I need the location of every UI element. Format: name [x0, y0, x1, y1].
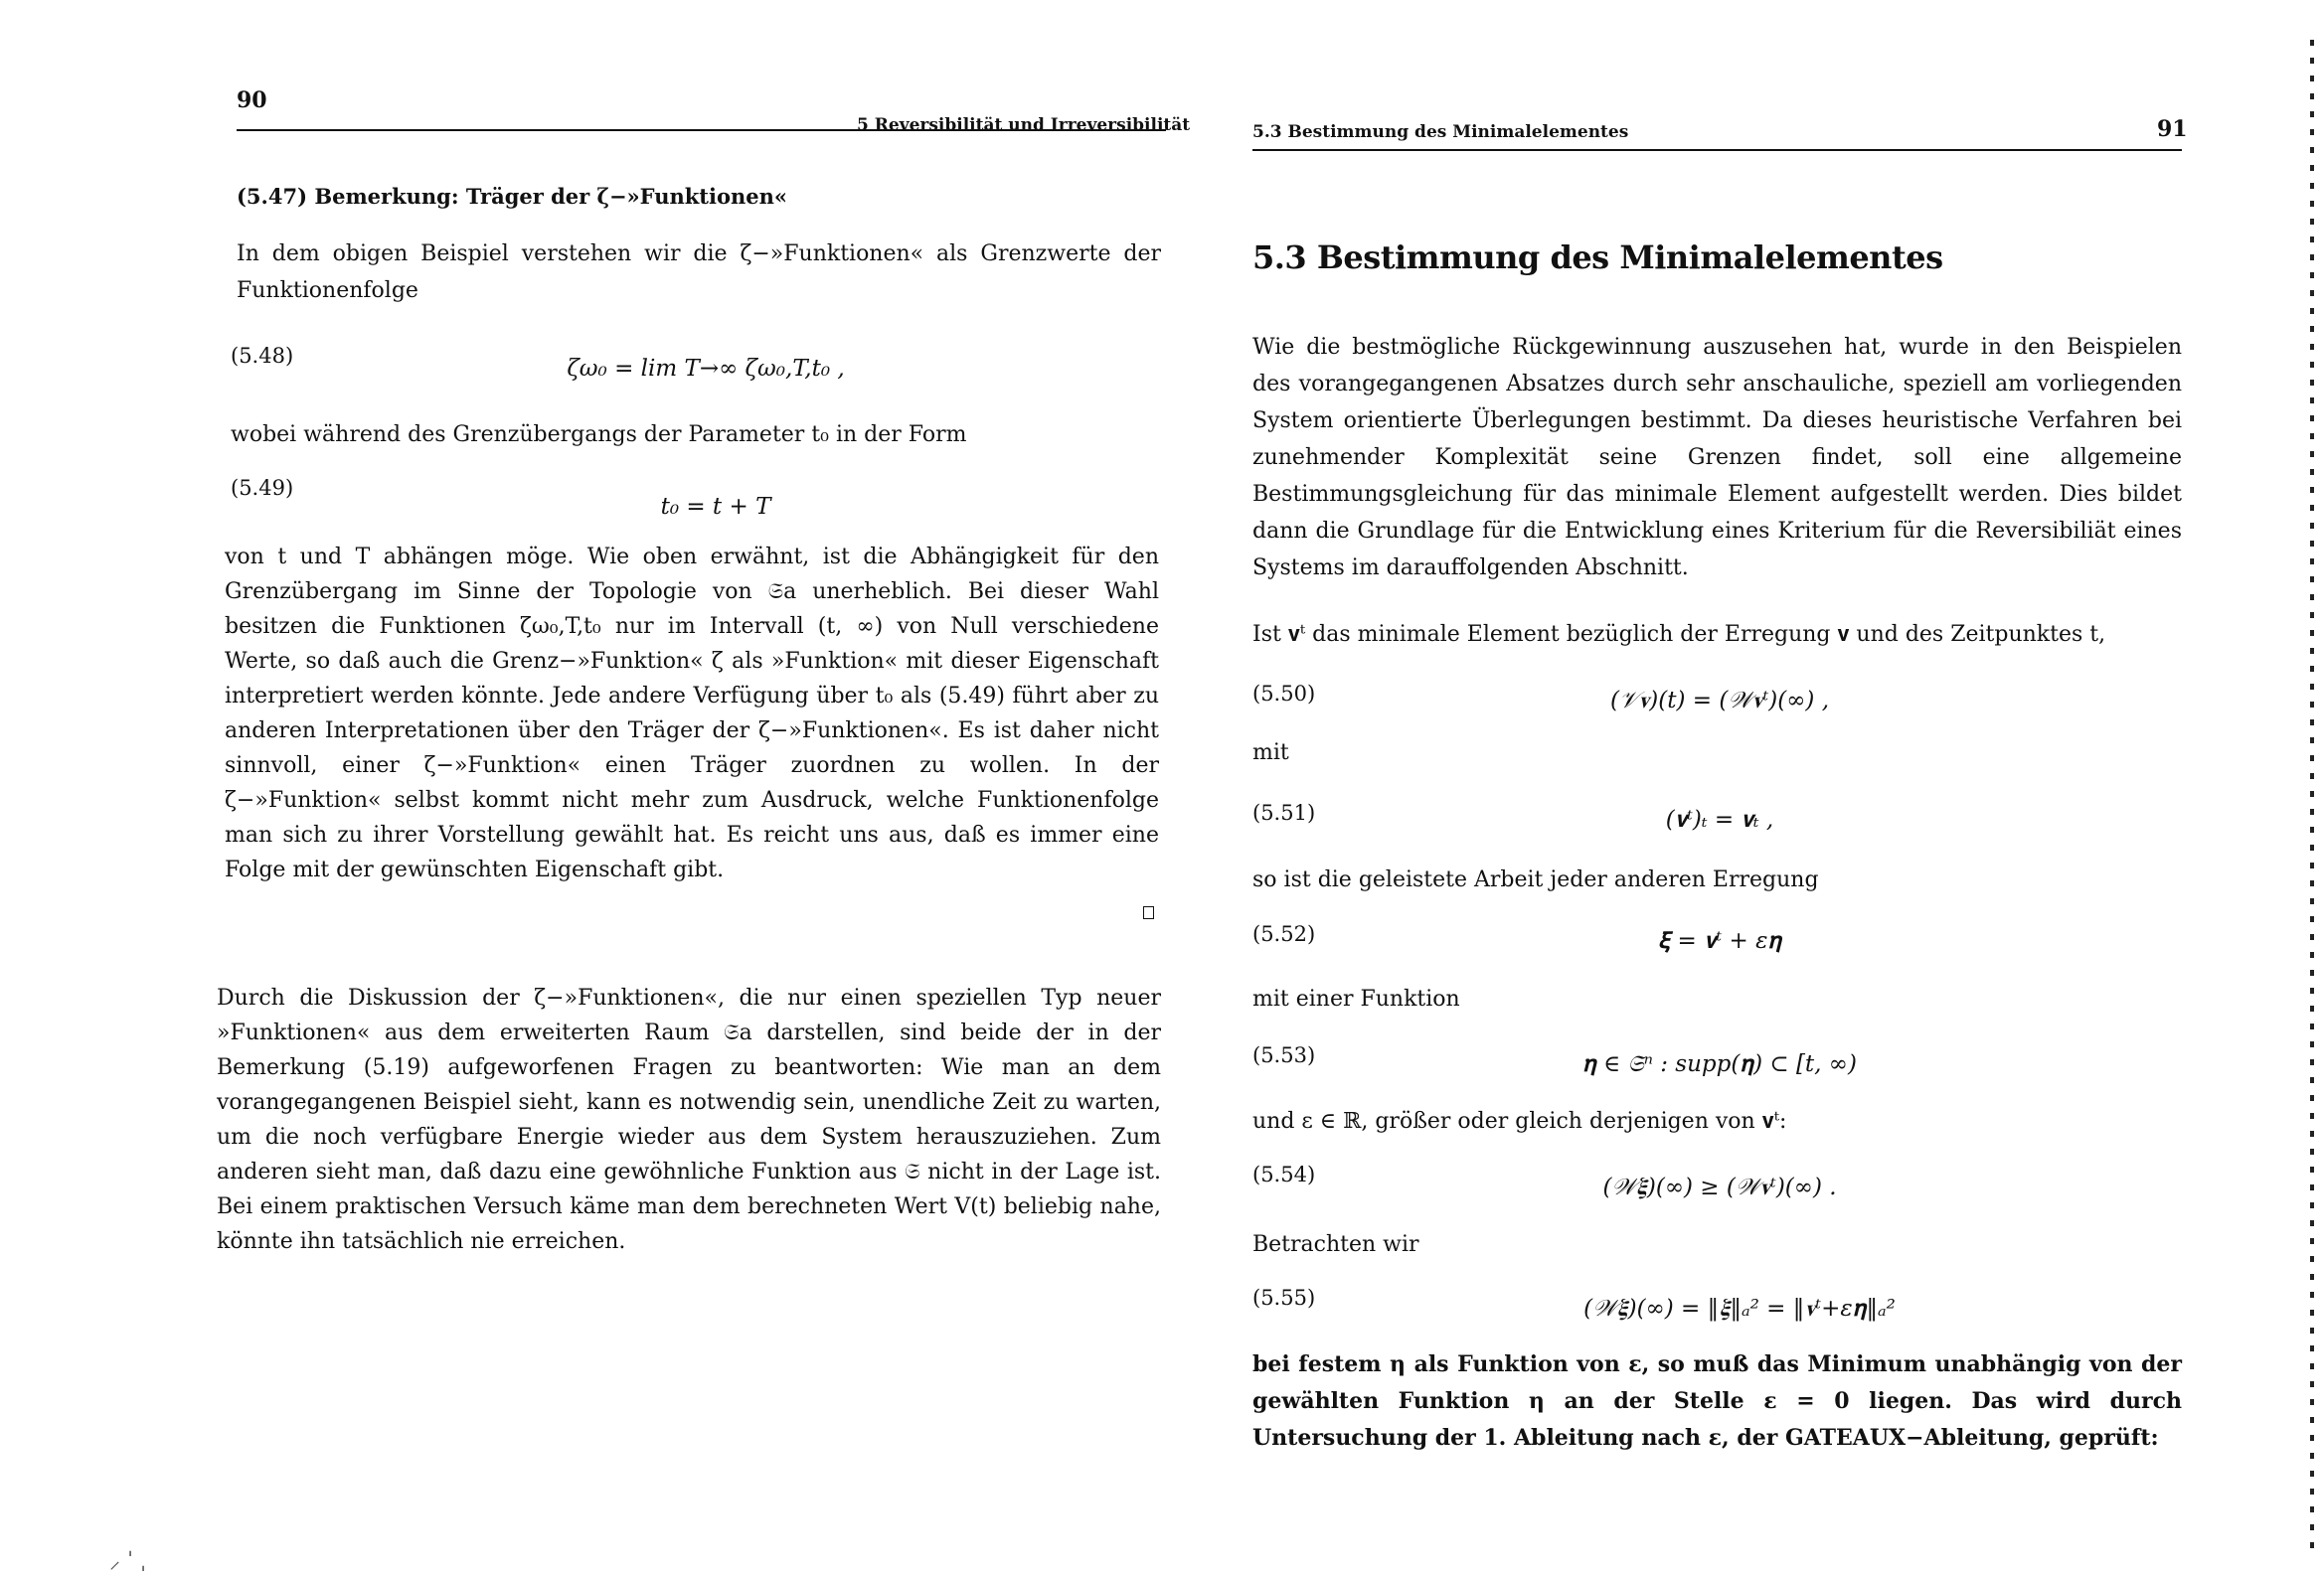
equation-label-5-53: (5.53) [1252, 1043, 1316, 1067]
equation-label-5-54: (5.54) [1252, 1163, 1316, 1186]
equation-5-50: (𝒱𝐯)(t) = (𝒲𝐯ᵗ)(∞) , [1609, 688, 1830, 713]
page-number-right: 91 [2157, 116, 2188, 142]
gateaux-paragraph: bei festem 𝛈 als Funktion von ε, so muß das Minimum unabhängig von der gewählten Funktion 𝛈 an der Stelle ε = 0 liegen. Das wird durch Untersuchung der 1. Ableitung nach ε, der GATEAUX−Ableitung, geprüft: [1252, 1351, 2183, 1451]
work-of-other-excitation-line: so ist die geleistete Arbeit jeder anderen Erregung [1252, 867, 1819, 892]
equation-5-49: t₀ = t + T [660, 494, 771, 520]
minimal-element-line: Ist 𝐯ᵗ das minimale Element bezüglich der Erregung 𝐯 und des Zeitpunktes t, [1252, 622, 2106, 647]
running-head-right: 5.3 Bestimmung des Minimalelementes [1252, 122, 1629, 142]
text-after-5-48: wobei während des Grenzübergangs der Parameter t₀ in der Form [231, 422, 967, 447]
equation-5-52: 𝛏 = 𝐯ᵗ + ε𝛈 [1657, 928, 1782, 954]
equation-label-5-50: (5.50) [1252, 682, 1316, 706]
remark-heading: (5.47) Bemerkung: Träger der ζ−»Funktionen« [237, 184, 788, 209]
equation-5-53: 𝛈 ∈ 𝔖ⁿ : supp(𝛈) ⊂ [t, ∞) [1582, 1051, 1857, 1077]
equation-5-51: (𝐯ᵗ)ₜ = 𝐯ₜ , [1665, 807, 1774, 833]
equation-5-54: (𝒲𝛏)(∞) ≥ (𝒲𝐯ᵗ)(∞) . [1602, 1175, 1837, 1200]
scan-artifact-mark: ⸝ ˈ ˌ [109, 1549, 147, 1574]
equation-label-5-52: (5.52) [1252, 922, 1316, 946]
section-intro-paragraph: Wie die bestmögliche Rückgewinnung auszusehen hat, wurde in den Beispielen des vorangegangenen Absatzes durch sehr anschauliche, speziell am vorliegenden System orientierte Überlegungen bestimmt. Da dieses heuristische Verfahren bei zunehmender Komplexität seine Grenzen findet, soll eine allgemeine Bestimmungsgleichung für das minimale Element aufgestellt werden. Dies bildet dann die Grundlage für die Entwicklung eines Kriterium für die Reversibiliät eines Systems im darauffolgenden Abschnitt. [1252, 335, 2182, 580]
intro-paragraph: In dem obigen Beispiel verstehen wir die ζ−»Funktionen« als Grenzwerte der Funktionenfolge [237, 241, 1161, 303]
scan-edge-artifact [2310, 40, 2314, 1550]
discussion-paragraph: Durch die Diskussion der ζ−»Funktionen«, die nur einen speziellen Typ neuer »Funktionen« aus dem erweiterten Raum 𝔖a darstellen, sind beide der in der Bemerkung (5.19) aufgeworfenen Fragen zu beantworten: Wie man an dem vorangegangenen Beispiel sieht, kann es notwendig sein, unendliche Zeit zu warten, um die noch verfügbare Energie wieder aus dem System herauszuziehen. Zum anderen sieht man, daß dazu eine gewöhnliche Funktion aus 𝔖 nicht in der Lage ist. Bei einem praktischen Versuch käme man dem berechneten Wert V(t) beliebig nahe, könnte ihn tatsächlich nie erreichen. [217, 986, 1161, 1254]
page-number-left: 90 [237, 87, 267, 113]
with-function-line: mit einer Funktion [1252, 987, 1460, 1012]
equation-label-5-51: (5.51) [1252, 801, 1316, 825]
equation-5-48: ζω₀ = lim T→∞ ζω₀,T,t₀ , [567, 356, 845, 382]
consider-line: Betrachten wir [1252, 1232, 1419, 1257]
equation-label-5-48: (5.48) [231, 344, 294, 368]
running-head-left: 5 Reversibilität und Irreversibilität [857, 115, 1191, 135]
remark-body-paragraph: von t und T abhängen möge. Wie oben erwähnt, ist die Abhängigkeit für den Grenzübergang im Sinne der Topologie von 𝔖a unerheblich. Bei dieser Wahl besitzen die Funktionen ζω₀,T,t₀ nur im Intervall (t, ∞) von Null verschiedene Werte, so daß auch die Grenz−»Funktion« ζ als »Funktion« mit dieser Eigenschaft interpretiert werden könnte. Jede andere Verfügung über t₀ als (5.49) führt aber zu anderen Interpretationen über den Träger der ζ−»Funktionen«. Es ist daher nicht sinnvoll, einer ζ−»Funktion« einen Träger zuordnen zu wollen. In der ζ−»Funktion« selbst kommt nicht mehr zum Ausdruck, welche Funktionenfolge man sich zu ihrer Vorstellung gewählt hat. Es reicht uns aus, daß es immer eine Folge mit der gewünschten Eigenschaft gibt. [225, 545, 1159, 882]
section-title: 5.3 Bestimmung des Minimalelementes [1252, 238, 1943, 276]
equation-label-5-49: (5.49) [231, 476, 294, 500]
end-of-proof-square [1143, 906, 1154, 919]
epsilon-condition-line: und ε ∈ ℝ, größer oder gleich derjenigen von 𝐯ᵗ: [1252, 1109, 1787, 1134]
right-page [1193, 0, 2324, 1577]
header-rule-right [1252, 149, 2182, 151]
equation-label-5-55: (5.55) [1252, 1286, 1316, 1310]
equation-5-55: (𝒲𝛏)(∞) = ‖𝛏‖ₐ² = ‖𝐯ᵗ+ε𝛈‖ₐ² [1583, 1296, 1896, 1322]
word-mit: mit [1252, 740, 1289, 765]
